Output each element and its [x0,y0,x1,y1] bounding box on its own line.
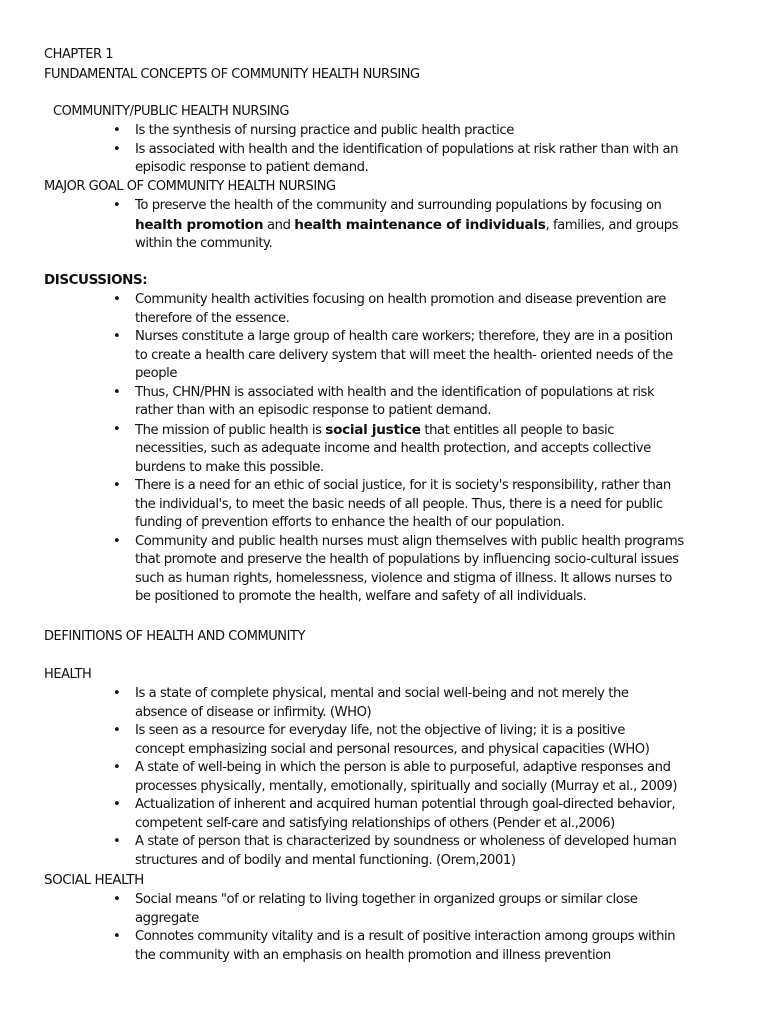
bullet-list-social-health [113,891,733,965]
section-heading-social-health: SOCIAL HEALTH [44,872,144,888]
bullet-list-chn-definition [113,122,733,178]
section-heading-definitions: DEFINITIONS OF HEALTH AND COMMUNITY [44,629,305,644]
bold-health-maintenance: health maintenance of individuals [294,216,546,233]
list-item: • There is a need for an ethic of social justice, for it is society's responsibility, rather than the individual's, to meet the basic needs of all people. Thus, there is a need for public funding of prevention efforts to enhance the health of our population. [113,477,733,533]
bullet-list-major-goal [113,197,733,254]
list-item: • A state of well-being in which the person is able to purposeful, adaptive responses and processes physically, mentally, emotionally, spiritually and socially (Murray et al., 2009) [113,759,733,796]
section-heading-discussions: DISCUSSIONS: [44,272,148,288]
section-heading-community-public-health-nursing: COMMUNITY/PUBLIC HEALTH NURSING [53,104,290,119]
list-item: • Is associated with health and the identification of populations at risk rather than with an episodic response to patient demand. [113,141,733,178]
section-heading-major-goal: MAJOR GOAL OF COMMUNITY HEALTH NURSING [44,179,336,194]
list-item: • Is a state of complete physical, mental and social well-being and not merely the absence of disease or infirmity. (WHO) [113,685,733,722]
bold-health-promotion: health promotion [135,216,264,233]
bullet-list-health [113,685,733,870]
list-item: • Thus, CHN/PHN is associated with health and the identification of populations at risk rather than with an episodic response to patient demand. [113,384,733,421]
list-item: • Community health activities focusing on health promotion and disease prevention are therefore of the essence. [113,291,733,328]
list-item: • Is the synthesis of nursing practice and public health practice [113,122,733,141]
list-item: • Actualization of inherent and acquired human potential through goal-directed behavior, competent self-care and satisfying relationships of others (Pender et al.,2006) [113,796,733,833]
subheading-health: HEALTH [44,667,92,682]
chapter-number: CHAPTER 1 [44,47,114,62]
chapter-title: FUNDAMENTAL CONCEPTS OF COMMUNITY HEALTH NURSING [44,67,420,82]
list-item: • Social means "of or relating to living together in organized groups or similar close aggregate [113,891,733,928]
list-item: • Connotes community vitality and is a result of positive interaction among groups within the community with an emphasis on health promotion and illness prevention [113,928,733,965]
list-item: • The mission of public health is social justice that entitles all people to basic necessities, such as adequate income and health protection, and accepts collective burdens to make this possible. [113,421,733,478]
list-item: • A state of person that is characterized by soundness or wholeness of developed human structures and of bodily and mental functioning. (Orem,2001) [113,833,733,870]
list-item: • Nurses constitute a large group of health care workers; therefore, they are in a position to create a health care delivery system that will meet the health- oriented needs of the people [113,328,733,384]
list-item: • Is seen as a resource for everyday life, not the objective of living; it is a positive concept emphasizing social and personal resources, and physical capacities (WHO) [113,722,733,759]
list-item: • Community and public health nurses must align themselves with public health programs that promote and preserve the health of populations by influencing socio-cultural issues such as human rights, homelessness, violence and stigma of illness. It allows nurses to be positioned to promote the health, welfare and safety of all individuals. [113,533,733,607]
bold-social-justice: social justice [325,421,421,438]
list-item: • To preserve the health of the community and surrounding populations by focusing on health promotion and health maintenance of individuals, families, and groups within the community. [113,197,733,254]
bullet-list-discussions [113,291,733,607]
